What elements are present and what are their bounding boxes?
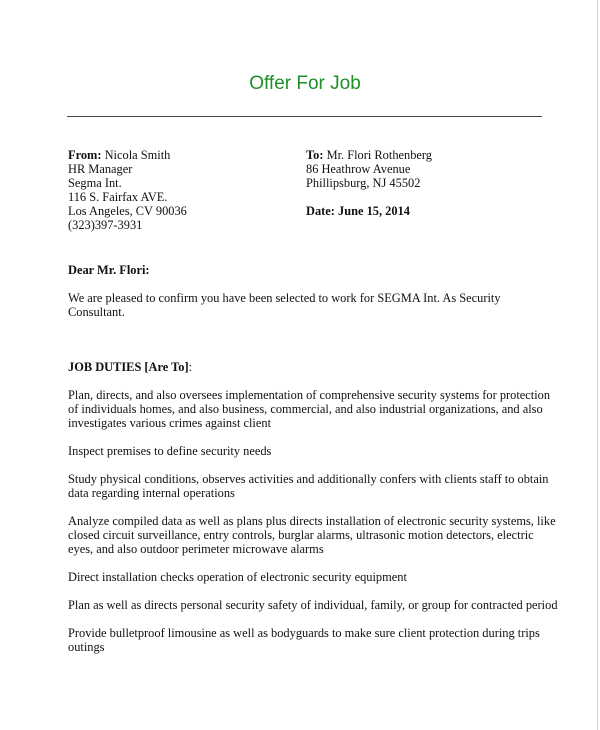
from-label: From: xyxy=(68,148,102,162)
salutation: Dear Mr. Flori: xyxy=(68,263,150,277)
to-label: To: xyxy=(306,148,324,162)
duty-line: Inspect premises to define security needs xyxy=(68,444,272,458)
recipient-name: Mr. Flori Rothenberg xyxy=(326,148,432,162)
duty-line: of individuals homes, and also business, commercial, and also industrial organizations, and also xyxy=(68,402,543,416)
duty-item xyxy=(68,444,548,458)
duty-line: eyes, and also outdoor perimeter microwave alarms xyxy=(68,542,324,556)
sender-line: Los Angeles, CV 90036 xyxy=(68,204,187,218)
recipient-line: 86 Heathrow Avenue xyxy=(306,162,411,176)
duty-line: investigates various crimes against client xyxy=(68,416,272,430)
letter-date xyxy=(306,204,410,218)
header-divider xyxy=(67,116,542,117)
sender-line: 116 S. Fairfax AVE. xyxy=(68,190,168,204)
intro-paragraph xyxy=(68,291,548,319)
duty-item xyxy=(68,514,556,556)
duties-heading xyxy=(68,360,548,374)
date-value: June 15, 2014 xyxy=(338,204,410,218)
sender-name: Nicola Smith xyxy=(104,148,171,162)
sender-address xyxy=(68,148,187,232)
duty-item xyxy=(68,388,551,430)
duty-item xyxy=(68,626,548,654)
duty-line: Plan as well as directs personal security safety of individual, family, or group for contracted period xyxy=(68,598,558,612)
duties-heading-text: JOB DUTIES [Are To] xyxy=(68,360,189,374)
duties-heading-suffix: : xyxy=(188,360,193,374)
sender-line: (323)397-3931 xyxy=(68,218,143,232)
duty-line: closed circuit surveillance, entry controls, burglar alarms, ultrasonic motion detectors, electric xyxy=(68,528,534,542)
intro-line: Consultant. xyxy=(68,305,125,319)
sender-line: HR Manager xyxy=(68,162,133,176)
intro-line: We are pleased to confirm you have been selected to work for SEGMA Int. As Security xyxy=(68,291,501,305)
date-label: Date: xyxy=(306,204,335,218)
duty-line: Plan, directs, and also oversees implementation of comprehensive security systems for protection xyxy=(68,388,551,402)
duty-item xyxy=(68,570,548,584)
duty-line: data regarding internal operations xyxy=(68,486,235,500)
page-title: Offer For Job xyxy=(249,73,361,94)
page-edge xyxy=(597,0,598,730)
duty-line: Direct installation checks operation of electronic security equipment xyxy=(68,570,407,584)
recipient-address xyxy=(306,148,432,190)
duty-line: Study physical conditions, observes activities and additionally confers with clients staff to obtain xyxy=(68,472,549,486)
duty-line: Analyze compiled data as well as plans plus directs installation of electronic security systems, like xyxy=(68,514,556,528)
duty-item xyxy=(68,598,558,612)
sender-line: Segma Int. xyxy=(68,176,122,190)
duty-line: Provide bulletproof limousine as well as bodyguards to make sure client protection during trips xyxy=(68,626,540,640)
recipient-line: Phillipsburg, NJ 45502 xyxy=(306,176,421,190)
duty-line: outings xyxy=(68,640,105,654)
duty-item xyxy=(68,472,548,500)
